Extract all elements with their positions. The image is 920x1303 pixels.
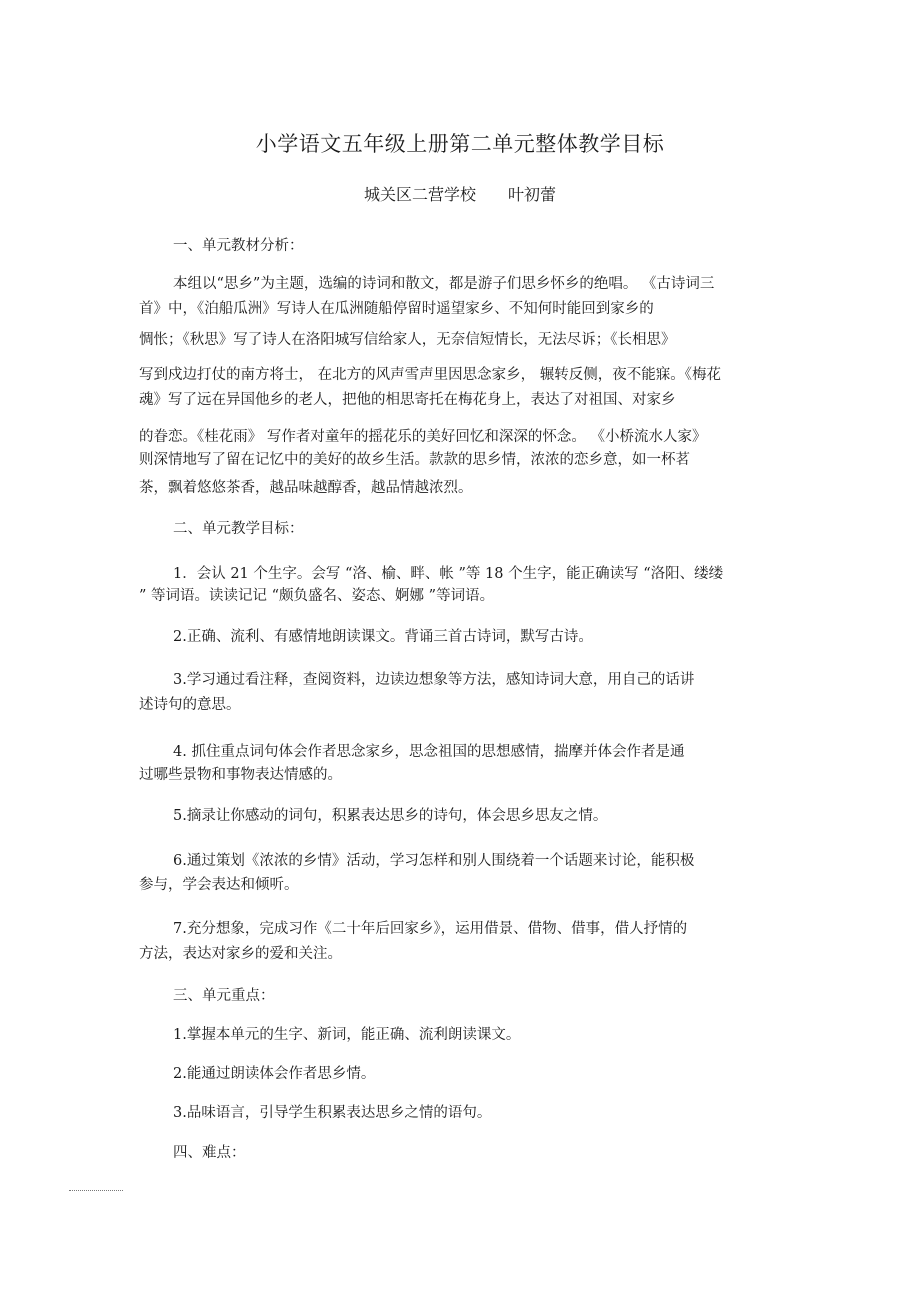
key-point-item: 3.品味语言，引导学生积累表达思乡之情的语句。	[173, 1105, 492, 1121]
goal-item-line: 6.通过策划《浓浓的乡情》活动，学习怎样和别人围绕着一个话题来讨论，能积极	[173, 853, 695, 869]
goal-item-line: 5.摘录让你感动的词句，积累表达思乡的诗句，体会思乡思友之情。	[173, 808, 608, 824]
goal-item-line: 3.学习通过看注释，查阅资料，边读边想象等方法，感知诗词大意，用自己的话讲	[173, 672, 695, 688]
section-heading-analysis: 一、单元教材分析：	[173, 238, 304, 254]
goal-item-line: 7.充分想象，完成习作《二十年后回家乡》，运用借景、借物、借事，借人抒情的	[173, 921, 688, 937]
analysis-line: 则深情地写了留在记忆中的美好的故乡生活。款款的思乡情，浓浓的恋乡意，如一杯茗	[139, 452, 690, 468]
footer-divider	[69, 1190, 123, 1191]
document-title: 小学语文五年级上册第二单元整体教学目标	[255, 132, 665, 156]
goal-item-line: 4. 抓住重点词句体会作者思念家乡，思念祖国的思想感情，揣摩并体会作者是通	[173, 744, 685, 760]
analysis-line: 魂》写了远在异国他乡的老人，把他的相思寄托在梅花身上，表达了对祖国、对家乡	[139, 392, 676, 408]
goal-item-line: 2.正确、流利、有感情地朗读课文。背诵三首古诗词，默写古诗。	[173, 629, 593, 645]
author-line: 城关区二营学校 叶初蕾	[363, 185, 556, 204]
goal-item-line: 过哪些景物和事物表达情感的。	[139, 767, 342, 783]
analysis-line: 茶，飘着悠悠茶香，越品味越醇香，越品情越浓烈。	[139, 480, 473, 496]
analysis-line: 本组以“思乡”为主题，选编的诗词和散文，都是游子们思乡怀乡的绝唱。 《古诗词三	[173, 276, 715, 292]
section-heading-goals: 二、单元教学目标：	[173, 521, 304, 537]
analysis-line: 的眷恋。《桂花雨》 写作者对童年的摇花乐的美好回忆和深深的怀念。 《小桥流水人家》	[139, 429, 707, 445]
goal-item-line: 方法，表达对家乡的爱和关注。	[139, 946, 342, 962]
analysis-line: 惆怅；《秋思》写了诗人在洛阳城写信给家人，无奈信短情长，无法尽诉；《长相思》	[139, 332, 676, 348]
analysis-line: 写到戍边打仗的南方将士， 在北方的风声雪声里因思念家乡， 辗转反侧，夜不能寐。《梅花	[139, 367, 721, 383]
key-point-item: 1.掌握本单元的生字、新词，能正确、流利朗读课文。	[173, 1027, 521, 1043]
goal-item-line: 1．会认 21 个生字。会写 “洛、榆、畔、帐 ”等 18 个生字，能正确读写 “洛阳、缕缕	[173, 566, 724, 582]
key-point-item: 2.能通过朗读体会作者思乡情。	[173, 1066, 376, 1082]
section-heading-difficulties: 四、难点：	[173, 1145, 246, 1161]
goal-item-line: 述诗句的意思。	[139, 697, 241, 713]
section-heading-key-points: 三、单元重点：	[173, 988, 275, 1004]
goal-item-line: ” 等词语。读读记记 “颇负盛名、姿态、婀娜 ”等词语。	[139, 588, 495, 604]
goal-item-line: 参与，学会表达和倾听。	[139, 877, 299, 893]
analysis-line: 首》中，《泊船瓜洲》写诗人在瓜洲随船停留时遥望家乡、不知何时能回到家乡的	[139, 301, 654, 317]
